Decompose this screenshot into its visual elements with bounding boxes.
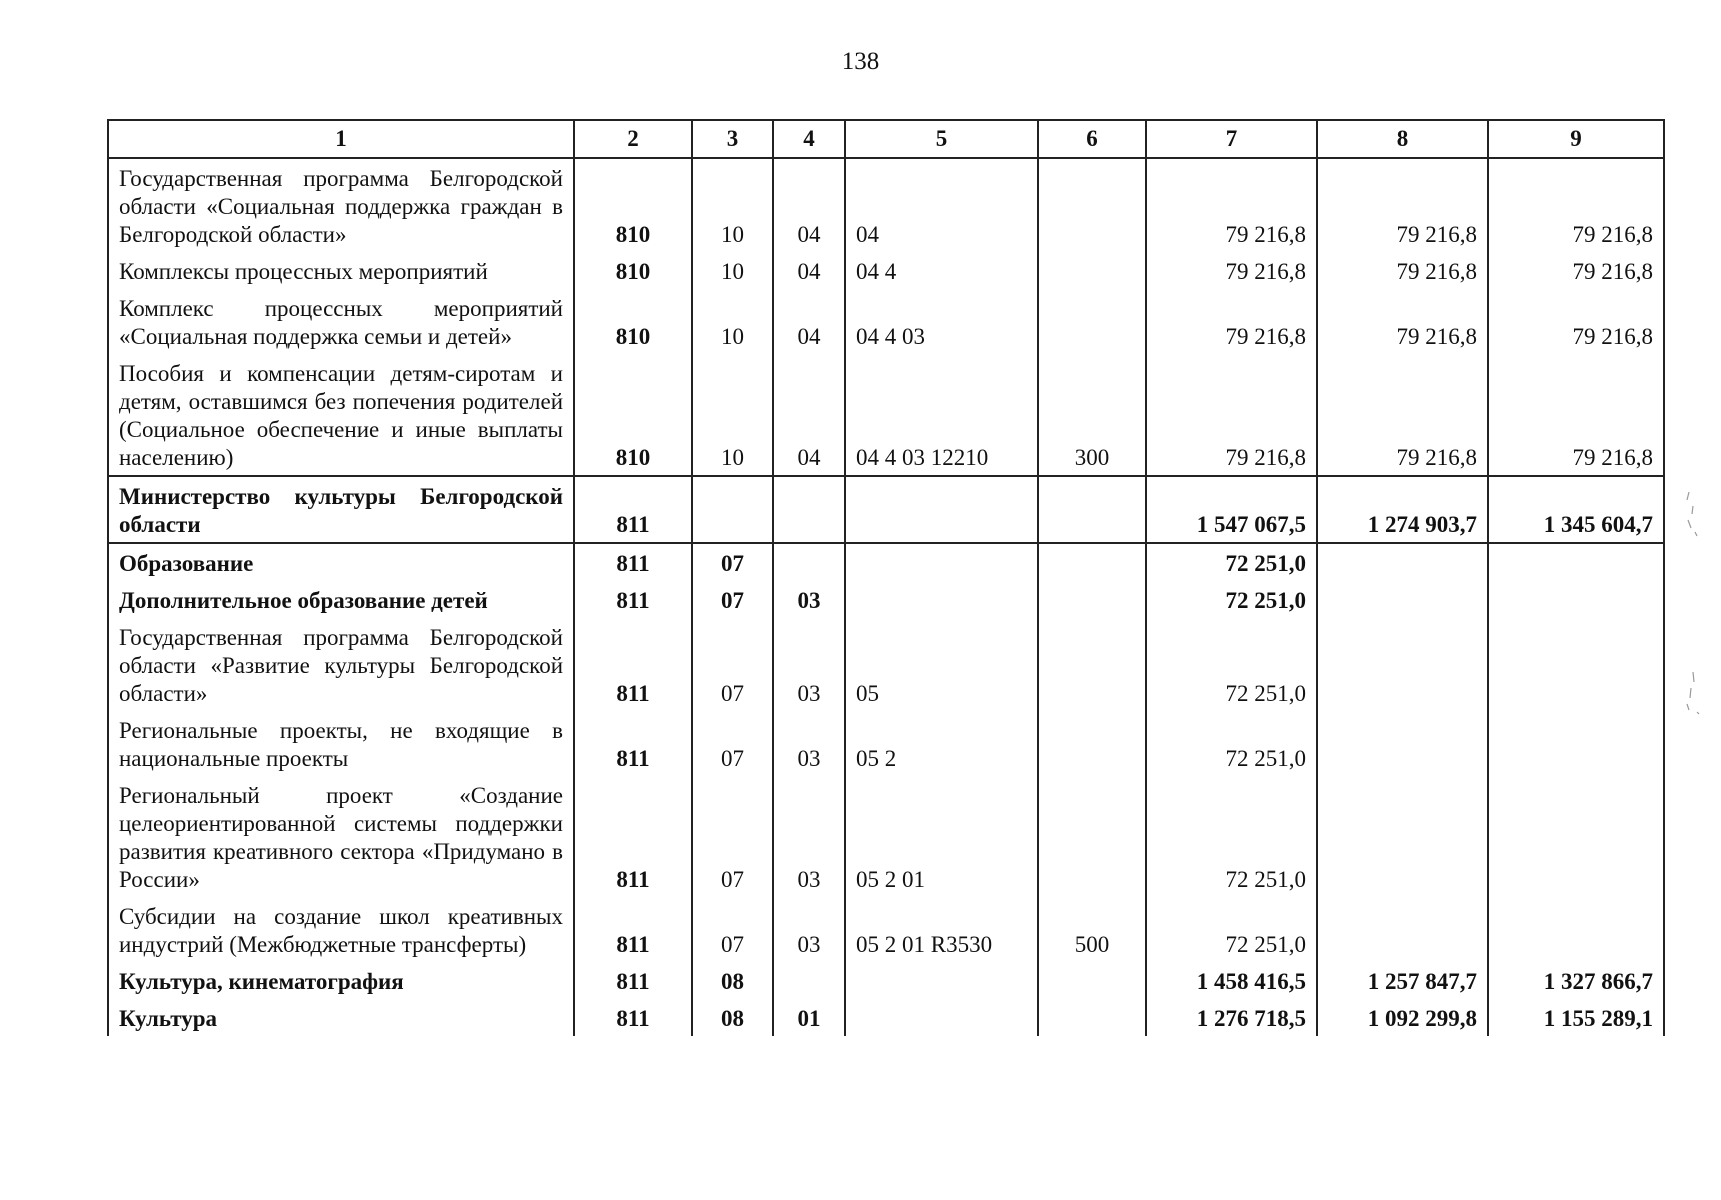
table-cell-col-6 bbox=[1038, 289, 1146, 354]
table-cell-col-1: Пособия и компенсации детям-сиротам и детям, оставшимся без попечения родителей (Социальное обеспечение и иные выплаты населению) bbox=[108, 354, 574, 476]
table-cell-col-4: 01 bbox=[773, 999, 845, 1036]
table-cell-col-9 bbox=[1488, 711, 1664, 776]
table-row bbox=[108, 476, 1664, 543]
table-cell-col-5 bbox=[845, 476, 1038, 543]
table-cell-col-5: 04 4 bbox=[845, 252, 1038, 289]
table-cell-col-5: 05 2 01 bbox=[845, 776, 1038, 897]
table-cell-col-7: 72 251,0 bbox=[1146, 618, 1317, 711]
table-cell-col-8: 1 274 903,7 bbox=[1317, 476, 1488, 543]
table-cell-col-6 bbox=[1038, 158, 1146, 252]
table-cell-col-1: Региональный проект «Создание целеориентированной системы поддержки развития креативного сектора «Придумано в России» bbox=[108, 776, 574, 897]
table-cell-col-5: 04 bbox=[845, 158, 1038, 252]
table-cell-col-7: 72 251,0 bbox=[1146, 543, 1317, 581]
table-cell-col-3: 08 bbox=[692, 962, 773, 999]
table-cell-col-1: Региональные проекты, не входящие в национальные проекты bbox=[108, 711, 574, 776]
table-cell-col-9: 1 327 866,7 bbox=[1488, 962, 1664, 999]
table-cell-col-8: 1 092 299,8 bbox=[1317, 999, 1488, 1036]
table-cell-col-4: 03 bbox=[773, 581, 845, 618]
table-row bbox=[108, 158, 1664, 252]
header-col-6: 6 bbox=[1038, 120, 1146, 158]
header-col-3: 3 bbox=[692, 120, 773, 158]
table-cell-col-1: Министерство культуры Белгородской области bbox=[108, 476, 574, 543]
budget-table bbox=[107, 119, 1665, 1036]
table-cell-col-1: Субсидии на создание школ креативных индустрий (Межбюджетные трансферты) bbox=[108, 897, 574, 962]
table-cell-col-1: Государственная программа Белгородской области «Развитие культуры Белгородской области» bbox=[108, 618, 574, 711]
table-cell-col-9 bbox=[1488, 776, 1664, 897]
table-cell-col-6 bbox=[1038, 476, 1146, 543]
table-cell-col-3: 10 bbox=[692, 158, 773, 252]
table-cell-col-3: 10 bbox=[692, 354, 773, 476]
table-cell-col-5 bbox=[845, 543, 1038, 581]
table-cell-col-8 bbox=[1317, 581, 1488, 618]
table-cell-col-2: 811 bbox=[574, 776, 692, 897]
table-cell-col-8: 79 216,8 bbox=[1317, 158, 1488, 252]
table-cell-col-9: 79 216,8 bbox=[1488, 354, 1664, 476]
table-cell-col-6 bbox=[1038, 618, 1146, 711]
scan-artifact-mark bbox=[1683, 668, 1703, 718]
table-cell-col-2: 811 bbox=[574, 999, 692, 1036]
table-cell-col-9: 79 216,8 bbox=[1488, 158, 1664, 252]
table-cell-col-2: 811 bbox=[574, 581, 692, 618]
table-cell-col-3: 08 bbox=[692, 999, 773, 1036]
table-cell-col-4: 04 bbox=[773, 252, 845, 289]
header-row bbox=[108, 120, 1664, 158]
scan-artifact-mark bbox=[1683, 488, 1703, 538]
table-cell-col-7: 79 216,8 bbox=[1146, 158, 1317, 252]
table-cell-col-4 bbox=[773, 962, 845, 999]
table-row bbox=[108, 581, 1664, 618]
table-cell-col-3: 10 bbox=[692, 289, 773, 354]
table-cell-col-3 bbox=[692, 476, 773, 543]
table-cell-col-3: 07 bbox=[692, 711, 773, 776]
table-cell-col-9: 1 345 604,7 bbox=[1488, 476, 1664, 543]
table-cell-col-9 bbox=[1488, 618, 1664, 711]
header-col-7: 7 bbox=[1146, 120, 1317, 158]
table-row bbox=[108, 999, 1664, 1036]
table-row bbox=[108, 618, 1664, 711]
table-cell-col-6: 500 bbox=[1038, 897, 1146, 962]
table-body bbox=[108, 158, 1664, 1036]
table-cell-col-6 bbox=[1038, 711, 1146, 776]
table-cell-col-5: 05 bbox=[845, 618, 1038, 711]
table-cell-col-6 bbox=[1038, 543, 1146, 581]
table-cell-col-5 bbox=[845, 999, 1038, 1036]
table-cell-col-6 bbox=[1038, 962, 1146, 999]
table-cell-col-7: 72 251,0 bbox=[1146, 897, 1317, 962]
table-cell-col-5: 05 2 bbox=[845, 711, 1038, 776]
table-cell-col-4: 03 bbox=[773, 776, 845, 897]
table-cell-col-1: Культура bbox=[108, 999, 574, 1036]
table-cell-col-7: 1 458 416,5 bbox=[1146, 962, 1317, 999]
table-cell-col-3: 07 bbox=[692, 897, 773, 962]
header-col-8: 8 bbox=[1317, 120, 1488, 158]
table-cell-col-3: 07 bbox=[692, 581, 773, 618]
table-cell-col-6: 300 bbox=[1038, 354, 1146, 476]
table-cell-col-6 bbox=[1038, 999, 1146, 1036]
table-cell-col-2: 811 bbox=[574, 543, 692, 581]
table-cell-col-5: 04 4 03 bbox=[845, 289, 1038, 354]
table-cell-col-7: 72 251,0 bbox=[1146, 581, 1317, 618]
table-cell-col-8: 79 216,8 bbox=[1317, 354, 1488, 476]
table-cell-col-9 bbox=[1488, 897, 1664, 962]
table-cell-col-7: 79 216,8 bbox=[1146, 354, 1317, 476]
table-cell-col-1: Дополнительное образование детей bbox=[108, 581, 574, 618]
table-cell-col-9: 1 155 289,1 bbox=[1488, 999, 1664, 1036]
table-cell-col-4: 03 bbox=[773, 618, 845, 711]
table-cell-col-2: 811 bbox=[574, 618, 692, 711]
table-cell-col-8 bbox=[1317, 776, 1488, 897]
table-cell-col-3: 07 bbox=[692, 618, 773, 711]
header-col-1: 1 bbox=[108, 120, 574, 158]
table-row bbox=[108, 289, 1664, 354]
table-cell-col-3: 10 bbox=[692, 252, 773, 289]
table-cell-col-1: Культура, кинематография bbox=[108, 962, 574, 999]
table-cell-col-7: 1 547 067,5 bbox=[1146, 476, 1317, 543]
table-cell-col-3: 07 bbox=[692, 543, 773, 581]
table-cell-col-9 bbox=[1488, 543, 1664, 581]
table-cell-col-5: 04 4 03 12210 bbox=[845, 354, 1038, 476]
table-cell-col-5 bbox=[845, 581, 1038, 618]
table-cell-col-8 bbox=[1317, 711, 1488, 776]
table-cell-col-5 bbox=[845, 962, 1038, 999]
table-row bbox=[108, 711, 1664, 776]
table-cell-col-2: 810 bbox=[574, 289, 692, 354]
table-cell-col-4: 03 bbox=[773, 897, 845, 962]
table-row bbox=[108, 962, 1664, 999]
table-cell-col-7: 79 216,8 bbox=[1146, 252, 1317, 289]
table-row bbox=[108, 543, 1664, 581]
header-col-2: 2 bbox=[574, 120, 692, 158]
table-row bbox=[108, 354, 1664, 476]
table-row bbox=[108, 776, 1664, 897]
table-cell-col-7: 1 276 718,5 bbox=[1146, 999, 1317, 1036]
table-row bbox=[108, 252, 1664, 289]
table-cell-col-3: 07 bbox=[692, 776, 773, 897]
table-cell-col-1: Комплекс процессных мероприятий «Социальная поддержка семьи и детей» bbox=[108, 289, 574, 354]
table-cell-col-4 bbox=[773, 543, 845, 581]
table-cell-col-7: 72 251,0 bbox=[1146, 776, 1317, 897]
table-cell-col-1: Государственная программа Белгородской области «Социальная поддержка граждан в Белгородской области» bbox=[108, 158, 574, 252]
table-cell-col-6 bbox=[1038, 776, 1146, 897]
table-cell-col-2: 811 bbox=[574, 897, 692, 962]
table-cell-col-7: 79 216,8 bbox=[1146, 289, 1317, 354]
table-cell-col-8 bbox=[1317, 543, 1488, 581]
table-cell-col-9 bbox=[1488, 581, 1664, 618]
table-cell-col-7: 72 251,0 bbox=[1146, 711, 1317, 776]
table-cell-col-9: 79 216,8 bbox=[1488, 289, 1664, 354]
table-cell-col-2: 810 bbox=[574, 354, 692, 476]
table-cell-col-2: 811 bbox=[574, 962, 692, 999]
table-cell-col-4: 04 bbox=[773, 158, 845, 252]
table-cell-col-1: Комплексы процессных мероприятий bbox=[108, 252, 574, 289]
table-cell-col-6 bbox=[1038, 581, 1146, 618]
page-number: 138 bbox=[841, 48, 880, 75]
table-cell-col-2: 811 bbox=[574, 711, 692, 776]
table-cell-col-2: 811 bbox=[574, 476, 692, 543]
table-cell-col-8 bbox=[1317, 897, 1488, 962]
table-cell-col-8: 79 216,8 bbox=[1317, 289, 1488, 354]
table-cell-col-2: 810 bbox=[574, 158, 692, 252]
header-col-4: 4 bbox=[773, 120, 845, 158]
table-cell-col-8 bbox=[1317, 618, 1488, 711]
table-cell-col-8: 79 216,8 bbox=[1317, 252, 1488, 289]
table-cell-col-4 bbox=[773, 476, 845, 543]
table-cell-col-9: 79 216,8 bbox=[1488, 252, 1664, 289]
table-cell-col-4: 04 bbox=[773, 289, 845, 354]
header-col-9: 9 bbox=[1488, 120, 1664, 158]
table-row bbox=[108, 897, 1664, 962]
header-col-5: 5 bbox=[845, 120, 1038, 158]
table-cell-col-5: 05 2 01 R3530 bbox=[845, 897, 1038, 962]
table-cell-col-2: 810 bbox=[574, 252, 692, 289]
table-cell-col-8: 1 257 847,7 bbox=[1317, 962, 1488, 999]
table-cell-col-4: 04 bbox=[773, 354, 845, 476]
table-cell-col-6 bbox=[1038, 252, 1146, 289]
table-cell-col-4: 03 bbox=[773, 711, 845, 776]
table-cell-col-1: Образование bbox=[108, 543, 574, 581]
